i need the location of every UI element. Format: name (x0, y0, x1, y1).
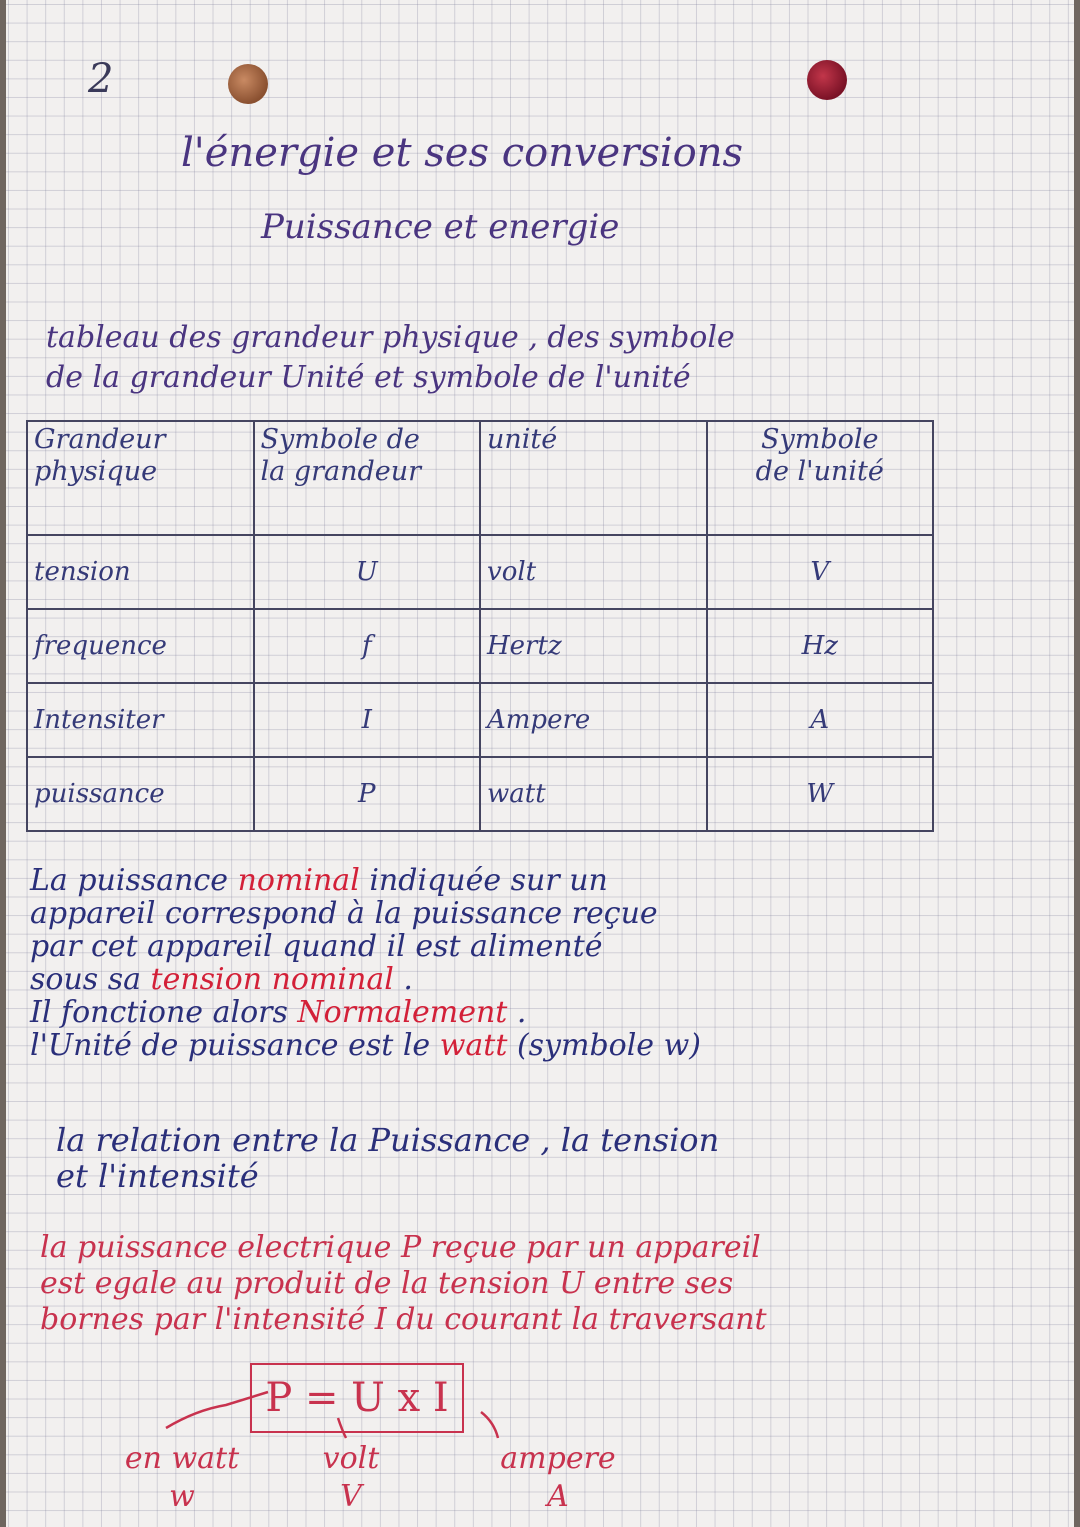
power-statement (40, 1230, 767, 1338)
relation-line-1: la relation entre la Puissance , la tension (56, 1121, 720, 1159)
cell-symbole-grandeur: P (254, 757, 481, 831)
cell-grandeur: puissance (27, 757, 254, 831)
paragraph-line-2: appareil correspond à la puissance reçue (30, 896, 658, 931)
relation-heading (56, 1122, 719, 1194)
cell-grandeur: Intensiter (27, 683, 254, 757)
cell-unite: volt (480, 535, 707, 609)
definition-paragraph (30, 864, 701, 1062)
statement-line-3: bornes par l'intensité I du courant la traversant (40, 1302, 767, 1337)
unit-label-watt: en watt w (124, 1441, 240, 1514)
paragraph-line-1: La puissance nominal indiquée sur un (30, 863, 608, 898)
paragraph-line-6: l'Unité de puissance est le watt (symbole w) (30, 1028, 701, 1063)
paragraph-line-4: sous sa tension nominal . (30, 962, 413, 997)
cell-symbole-grandeur: I (254, 683, 481, 757)
table-intro (46, 318, 735, 398)
cell-symbole-grandeur: U (254, 535, 481, 609)
cell-grandeur: frequence (27, 609, 254, 683)
paragraph-line-5: Il fonctione alors Normalement . (30, 995, 527, 1030)
table-row (27, 535, 933, 609)
unit-label-ampere: ampere A (500, 1441, 616, 1514)
relation-line-2: et l'intensité (56, 1157, 259, 1195)
unit-label-volt: volt V (322, 1441, 380, 1514)
cell-symbole-unite: A (707, 683, 934, 757)
table-row (27, 757, 933, 831)
table-header-row (27, 421, 933, 535)
cell-grandeur: tension (27, 535, 254, 609)
table-row (27, 609, 933, 683)
header-symbole-unite: Symbole de l'unité (707, 421, 934, 535)
header-symbole-grandeur: Symbole de la grandeur (254, 421, 481, 535)
cell-symbole-grandeur: f (254, 609, 481, 683)
table-row (27, 683, 933, 757)
cell-symbole-unite: Hz (707, 609, 934, 683)
table-intro-line-2: de la grandeur Unité et symbole de l'unité (46, 360, 691, 395)
page-number: 2 (88, 56, 114, 102)
header-grandeur: Grandeur physique (27, 421, 254, 535)
page-title: l'énergie et ses conversions (181, 130, 744, 176)
paragraph-line-3: par cet appareil quand il est alimenté (30, 929, 603, 964)
statement-line-2: est egale au produit de la tension U entre ses (40, 1266, 734, 1301)
cell-symbole-unite: V (707, 535, 934, 609)
power-formula: P = U x I (250, 1363, 464, 1433)
binder-hole-right (807, 60, 847, 100)
cell-unite: Ampere (480, 683, 707, 757)
binder-hole-left (228, 64, 268, 104)
table-intro-line-1: tableau des grandeur physique , des symbole (46, 320, 735, 355)
graph-paper-sheet (6, 0, 1074, 1527)
cell-unite: Hertz (480, 609, 707, 683)
statement-line-1: la puissance electrique P reçue par un appareil (40, 1230, 761, 1265)
quantities-table (26, 420, 934, 832)
header-unite: unité (480, 421, 707, 535)
page-subtitle: Puissance et energie (261, 207, 620, 247)
cell-unite: watt (480, 757, 707, 831)
cell-symbole-unite: W (707, 757, 934, 831)
